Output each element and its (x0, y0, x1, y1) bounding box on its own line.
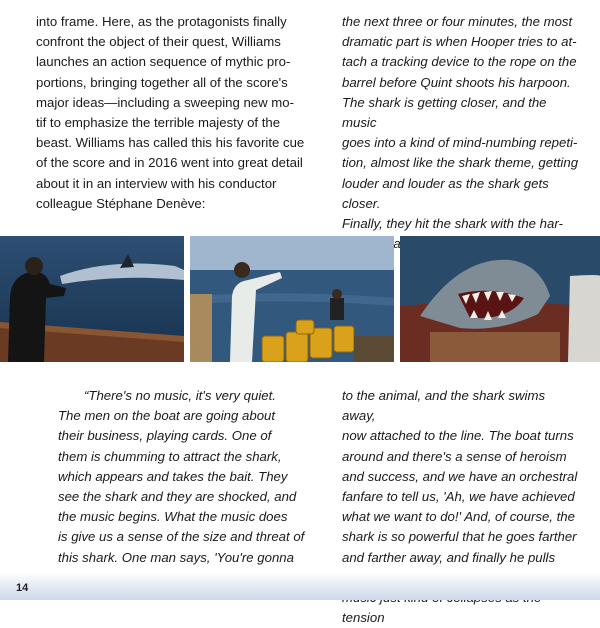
text-line: tach a tracking device to the rope on the (342, 54, 577, 70)
text-line: into frame. Here, as the protagonists finally (36, 14, 287, 29)
text-line: is give us a sense of the size and threat of (58, 529, 305, 545)
quote-text-top-right (342, 12, 582, 254)
text-line: what we want to do!' And, of course, the (342, 509, 575, 525)
text-line: of the score and in 2016 went into great detail (36, 155, 303, 171)
body-text-top-left (36, 12, 306, 214)
text-line: which appears and takes the bait. They (58, 468, 288, 484)
text-line: tion, almost like the shark theme, getting (342, 155, 579, 171)
text-line: and farther away, and finally he pulls (342, 549, 556, 565)
text-line: beast. Williams has called this his favorite cue (36, 135, 305, 151)
text-line: and success, and we have an orchestral (342, 468, 578, 484)
text-line: The men on the boat are going about (58, 408, 276, 424)
text-line: portions, bringing together all of the score's (36, 74, 288, 90)
quote-text-bottom-left (58, 386, 306, 588)
text-line: Finally, they hit the shark with the har- (342, 216, 563, 232)
text-line: shark is so powerful that he goes farther (342, 529, 577, 545)
text-line: the music begins. What the music does (58, 509, 288, 525)
text-line: now attached to the line. The boat turns (342, 428, 574, 444)
film-still-shark-attack (400, 236, 600, 362)
text-line: launches an action sequence of mythic pro- (36, 54, 291, 70)
text-line: fanfare to tell us, 'Ah, we have achieved (342, 489, 575, 505)
text-line: their business, playing cards. One of (58, 428, 272, 444)
text-line: major ideas—including a sweeping new mo- (36, 94, 295, 110)
text-line: goes into a kind of mind-numbing repeti- (342, 135, 578, 151)
page-number: 14 (16, 582, 29, 594)
text-line: them is chumming to attract the shark, (58, 448, 282, 464)
film-still-boat-man (0, 236, 184, 362)
text-line: “There's no music, it's very quiet. (84, 388, 276, 403)
text-line: see the shark and they are shocked, and (58, 489, 297, 505)
text-line: tension (342, 610, 385, 626)
text-line: The shark is getting closer, and the music (342, 94, 547, 131)
text-line: this shark. One man says, 'You're gonna (58, 549, 294, 565)
film-still-barrels-on-deck (190, 236, 394, 362)
text-line: to the animal, and the shark swims away, (342, 388, 546, 424)
text-line: the next three or four minutes, the most (342, 14, 573, 29)
text-line: colleague Stéphane Denève: (36, 195, 206, 211)
footer-band (0, 572, 600, 600)
text-line: barrel before Quint shoots his harpoon. (342, 74, 571, 90)
text-line: confront the object of their quest, Williams (36, 34, 281, 50)
text-line: louder and louder as the shark gets closer. (342, 175, 549, 211)
text-line: about it in an interview with his conductor (36, 175, 277, 191)
text-line: dramatic part is when Hooper tries to at- (342, 34, 577, 50)
text-line: around and there's a sense of heroism (342, 448, 567, 464)
text-line: tif to emphasize the terrible majesty of the (36, 115, 281, 131)
